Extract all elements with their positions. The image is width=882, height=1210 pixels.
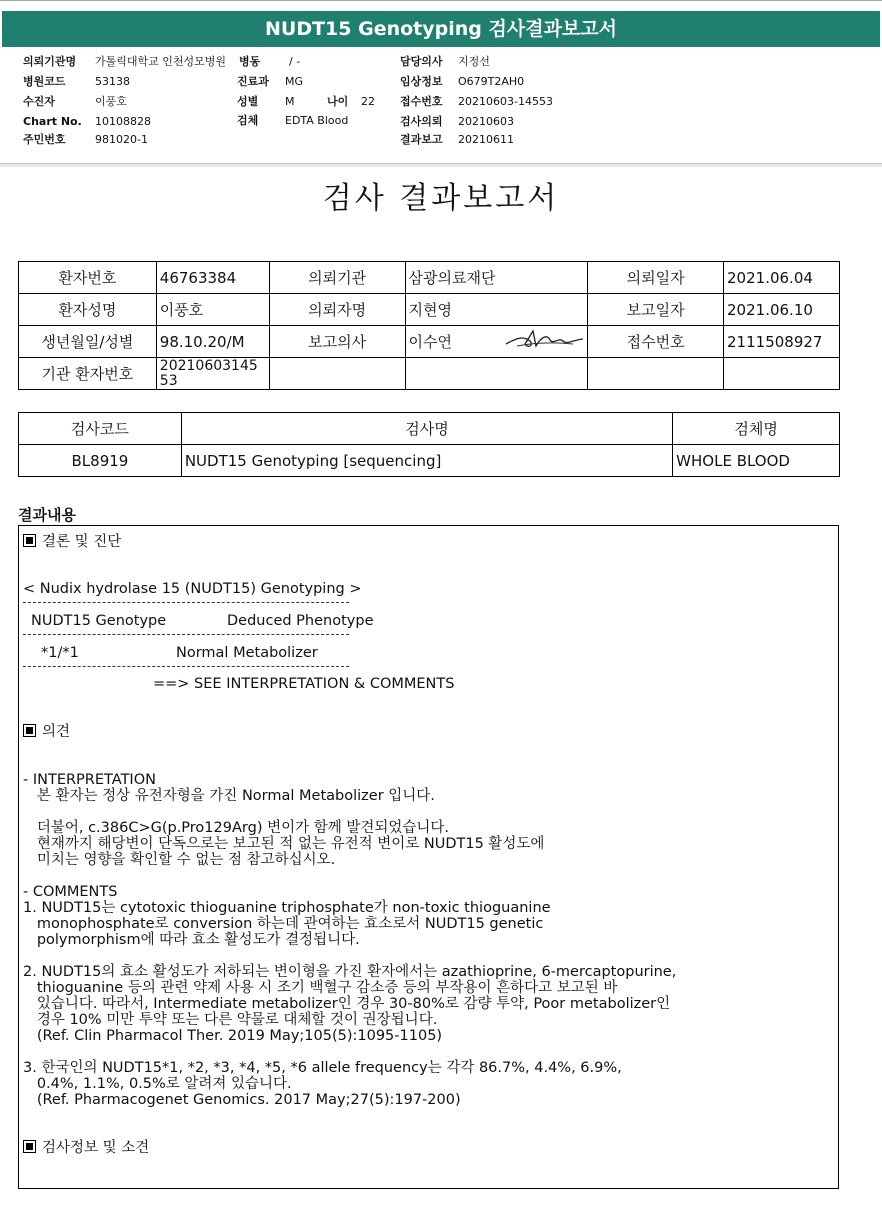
table-row [19, 445, 840, 477]
table-cell: 지현영 [405, 294, 588, 326]
genotyping-title: < Nudix hydrolase 15 (NUDT15) Genotyping > [23, 581, 362, 597]
table-cell: 보고의사 [269, 326, 405, 358]
comment-line: 2. NUDT15의 효소 활성도가 저하되는 변이형을 가진 환자에서는 azathioprine, 6-mercaptopurine, [23, 964, 677, 980]
column-header: 검체명 [673, 413, 840, 445]
heading-text: 검사정보 및 소견 [42, 1140, 150, 1156]
header-label: 접수번호 [400, 95, 443, 108]
header-row-request-date [400, 115, 514, 129]
table-cell: BL8919 [19, 445, 182, 477]
table-cell: 2021.06.10 [724, 294, 840, 326]
header-label: 결과보고 [400, 133, 443, 146]
table-cell: 환자성명 [19, 294, 157, 326]
header-value: 10108828 [95, 115, 151, 128]
header-value: 22 [361, 95, 375, 108]
header-value: 이풍호 [95, 95, 127, 108]
table-header-row [19, 413, 840, 445]
header-value: 20210611 [458, 133, 514, 146]
table-cell: NUDT15 Genotyping [sequencing] [181, 445, 672, 477]
header-label: 진료과 [237, 75, 269, 88]
column-header: 검사코드 [19, 413, 182, 445]
header-row-patient [23, 95, 127, 109]
table-cell: 2021.06.04 [724, 262, 840, 294]
table-cell: 생년월일/성별 [19, 326, 157, 358]
header-row-report-date [400, 133, 514, 147]
table-cell: 삼광의료재단 [405, 262, 588, 294]
table-cell [588, 358, 724, 390]
header-value: 20210603-14553 [458, 95, 553, 108]
header-label: 나이 [327, 95, 349, 108]
top-rule [0, 0, 882, 10]
phenotype-value: Normal Metabolizer [176, 645, 318, 661]
filled-square-icon [23, 534, 36, 547]
table-cell: 20210603145 53 [156, 358, 269, 390]
table-row [19, 326, 840, 358]
dashed-divider [23, 666, 349, 667]
doctor-signature [503, 327, 587, 353]
comment-line: thioguanine 등의 관련 약제 사용 시 조기 백혈구 감소증 등의 부작용이 흔하다고 보고된 바 [23, 980, 618, 996]
table-row [19, 262, 840, 294]
table-cell [269, 358, 405, 390]
conclusion-heading [23, 534, 121, 550]
comment-line: 0.4%, 1.1%, 0.5%로 알려져 있습니다. [23, 1076, 292, 1092]
interpretation-line: 미치는 영향을 확인할 수 없는 점 참고하십시오. [23, 852, 336, 868]
table-cell: 환자번호 [19, 262, 157, 294]
result-box [18, 525, 839, 1189]
header-row-specimen [237, 114, 348, 128]
header-row-clinical-info [400, 75, 524, 89]
filled-square-icon [23, 724, 36, 737]
header-value: O679T2AH0 [458, 75, 525, 88]
comment-line: (Ref. Clin Pharmacol Ther. 2019 May;105(5):1095-1105) [23, 1028, 443, 1044]
dashed-divider [23, 602, 349, 603]
header-label: 주민번호 [23, 133, 66, 146]
header-label: 수진자 [23, 95, 55, 108]
interpretation-line: 현재까지 해당변이 단독으로는 보고된 적 없는 유전적 변이로 NUDT15 활성도에 [23, 836, 545, 852]
header-value: 981020-1 [95, 133, 148, 146]
comment-line: 있습니다. 따라서, Intermediate metabolizer인 경우 30-80%로 감량 투약, Poor metabolizer인 [23, 996, 671, 1012]
table-cell [724, 358, 840, 390]
table-cell: 의뢰일자 [588, 262, 724, 294]
header-value: / - [289, 55, 301, 68]
genotype-column-label: NUDT15 Genotype [31, 613, 167, 629]
header-row-id-number [23, 133, 148, 147]
header-row-age [327, 95, 375, 109]
header-label: 의뢰기관명 [23, 55, 77, 68]
test-info-heading [23, 1140, 149, 1156]
header-row-sex [237, 95, 295, 109]
header-row-institution [23, 55, 226, 69]
genotype-value: *1/*1 [41, 645, 79, 661]
table-cell: 이풍호 [156, 294, 269, 326]
column-header: 검사명 [181, 413, 672, 445]
interpretation-line: 더불어, c.386C>G(p.Pro129Arg) 변이가 함께 발견되었습니다. [23, 820, 449, 836]
report-banner: NUDT15 Genotyping 검사결과보고서 [2, 11, 880, 47]
table-cell: WHOLE BLOOD [673, 445, 840, 477]
header-value: M [285, 95, 295, 108]
table-cell: 접수번호 [588, 326, 724, 358]
comment-line: (Ref. Pharmacogenet Genomics. 2017 May;27(5):197-200) [23, 1092, 461, 1108]
header-row-chart-no [23, 115, 151, 129]
table-cell: 기관 환자번호 [19, 358, 157, 390]
interpretation-line: 본 환자는 정상 유전자형을 가진 Normal Metabolizer 입니다. [23, 788, 435, 804]
table-cell [405, 358, 588, 390]
table-row [19, 294, 840, 326]
table-cell: 의뢰기관 [269, 262, 405, 294]
header-row-doctor [400, 55, 490, 69]
heading-text: 결론 및 진단 [42, 534, 122, 550]
document-title: 검사 결과보고서 [322, 181, 560, 216]
header-value: EDTA Blood [285, 114, 349, 127]
header-divider [0, 163, 882, 167]
comment-line: 경우 10% 미만 투약 또는 다른 약물로 대체할 것이 권장됩니다. [23, 1012, 438, 1028]
heading-text: 의견 [42, 724, 71, 740]
table-row [19, 358, 840, 390]
dashed-divider [23, 634, 349, 635]
opinion-heading [23, 724, 70, 740]
result-section-title: 결과내용 [18, 506, 76, 524]
comment-line: 1. NUDT15는 cytotoxic thioguanine triphosphate가 non-toxic thioguanine [23, 900, 551, 916]
comments-heading: - COMMENTS [23, 884, 118, 900]
header-row-hospital-code [23, 75, 130, 89]
table-cell: 보고일자 [588, 294, 724, 326]
header-label: Chart No. [23, 115, 82, 128]
header-label: 검체 [237, 114, 259, 127]
table-cell: 이수연 [405, 326, 588, 358]
header-label: 임상정보 [400, 75, 443, 88]
comment-line: polymorphism에 따라 효소 활성도가 결정됩니다. [23, 932, 360, 948]
header-row-receipt-no [400, 95, 553, 109]
header-value: 53138 [95, 75, 130, 88]
table-cell: 98.10.20/M [156, 326, 269, 358]
header-row-ward [239, 55, 300, 69]
table-cell: 2111508927 [724, 326, 840, 358]
header-value: MG [285, 75, 304, 88]
filled-square-icon [23, 1140, 36, 1153]
header-label: 병동 [239, 55, 261, 68]
comment-line: monophosphate로 conversion 하는데 관여하는 효소로서 NUDT15 genetic [23, 916, 544, 932]
header-row-department [237, 75, 303, 89]
comment-line: 3. 한국인의 NUDT15*1, *2, *3, *4, *5, *6 allele frequency는 각각 86.7%, 4.4%, 6.9%, [23, 1060, 622, 1076]
header-value: 가톨릭대학교 인천성모병원 [95, 55, 227, 68]
phenotype-column-label: Deduced Phenotype [227, 613, 374, 629]
header-label: 성별 [237, 95, 259, 108]
header-value: 지정선 [458, 55, 490, 68]
header-label: 병원코드 [23, 75, 66, 88]
header-value: 20210603 [458, 115, 514, 128]
table-cell: 46763384 [156, 262, 269, 294]
header-label: 검사의뢰 [400, 115, 443, 128]
patient-info-table [18, 261, 840, 390]
test-info-table [18, 412, 840, 477]
interpretation-heading: - INTERPRETATION [23, 772, 156, 788]
table-cell: 의뢰자명 [269, 294, 405, 326]
see-interpretation-note: ==> SEE INTERPRETATION & COMMENTS [153, 676, 455, 692]
header-label: 담당의사 [400, 55, 443, 68]
